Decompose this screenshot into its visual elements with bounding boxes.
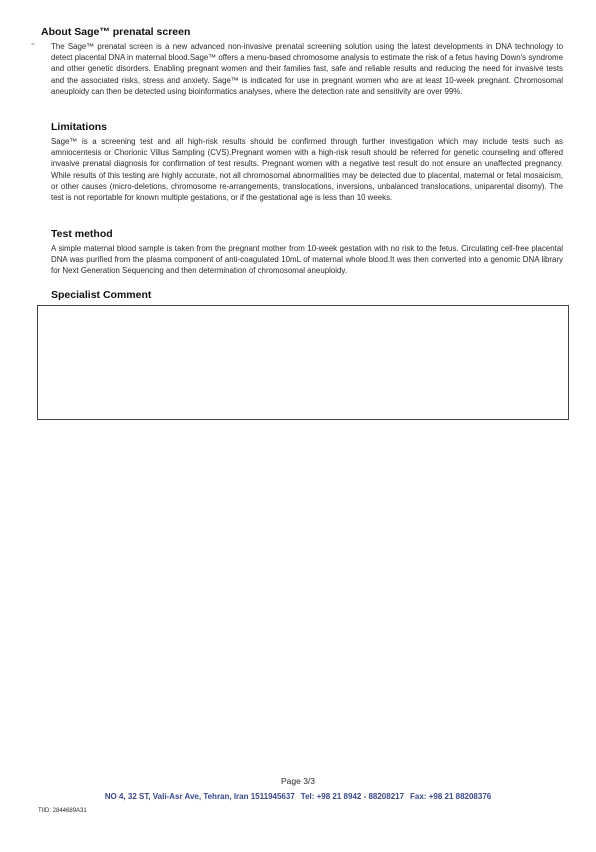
footer-phone: Tel: +98 21 8942 - 88208217 <box>300 792 405 801</box>
about-section-text: The Sage™ prenatal screen is a new advanced non-invasive prenatal screening solution using the latest developments in DNA technology to detect placental DNA in maternal blood.Sage™ offers a menu-based chromosome analysis to estimate the risk of a fetus having Down's syndrome and other genetic disorders. Enabling pregnant women and their families fast, safe and reliable results and reducing the need for invasive tests and the associated risks, stress and anxiety. Sage™ is indicated for use in pregnant women who are at least 10-week pregnant. Chromosomal aneuploidy can then be detected using bioinformatics analyses, where the detection rate and sensitivity are over 99%. <box>51 42 563 96</box>
limitations-section-text: Sage™ is a screening test and all high-risk results should be confirmed through further investigation which may include tests such as amniocentesis or Chorionic Villus Sampling (CVS).Pregnant women with a high-risk result should be referred for genetic counseling and offered invasive prenatal diagnosis for confirmation of test results. Pregnant women with a negative test result do not ensure an unaffected pregnancy. While results of this testing are highly accurate, not all chromosomal abnormalities may be detected due to placental, maternal or fetal mosaicism, or other causes (micro-deletions, chromosome re-arrangements, translocations, inversions, unbalanced translocations, uniparental disomy). The test is not reportable for known multiple gestations, or if the gestational age is less than 10 weeks. <box>51 137 563 203</box>
page-number: Page 3/3 <box>280 776 316 786</box>
test-method-section-title: Test method <box>51 228 113 240</box>
limitations-section-title: Limitations <box>51 121 108 133</box>
footer-fax: Fax: +98 21 88208376 <box>410 792 492 801</box>
specialist-comment-box <box>37 305 569 420</box>
footer-contact-line <box>0 792 596 801</box>
footer-address: NO 4, 32 ST, Vali-Asr Ave, Tehran, Iran 1511945637 <box>104 792 295 801</box>
specialist-comment-title: Specialist Comment <box>51 289 152 301</box>
scan-speck <box>31 43 35 45</box>
about-section-title: About Sage™ prenatal screen <box>41 26 191 38</box>
tiid-code: TIID: 2844689A31 <box>38 808 87 814</box>
test-method-section-text: A simple maternal blood sample is taken from the pregnant mother from 10-week gestation with no risk to the fetus. Circulating cell-free placental DNA was purified from the plasma component of anti-coagulated 10mL of maternal whole blood.It was then converted into a genomic DNA library for Next Generation Sequencing and then determination of chromosomal aneuploidy. <box>51 244 563 276</box>
